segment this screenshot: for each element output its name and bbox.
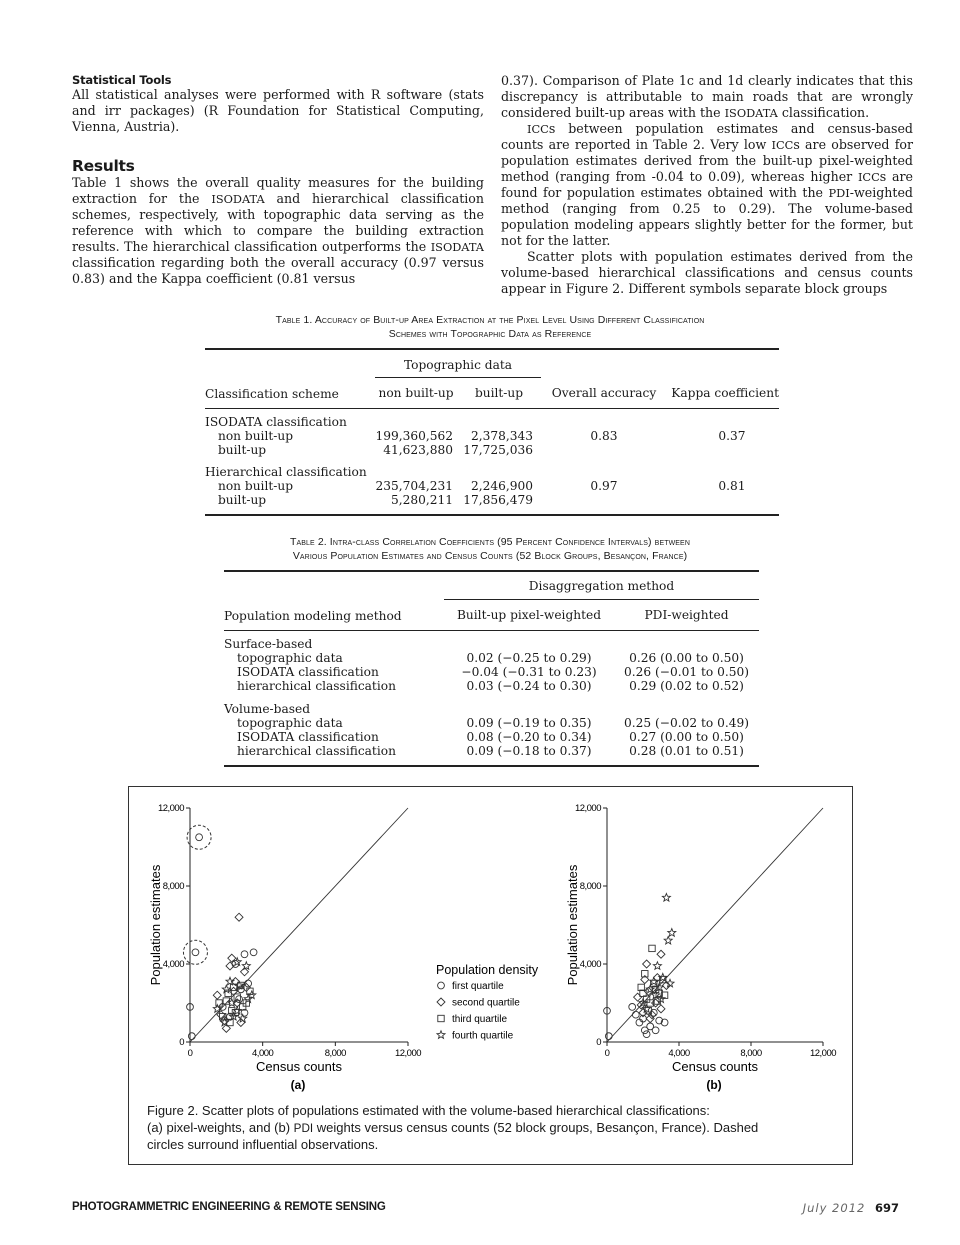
data-point-square — [649, 945, 655, 951]
legend-item-label: third quartile — [452, 1014, 508, 1025]
row-label: non built-up — [218, 478, 294, 493]
row-label: hierarchical classification — [237, 678, 396, 693]
y-tick-label: 4,000 — [162, 959, 184, 970]
row-label: topographic data — [237, 715, 343, 730]
table2-group-title: Surface-based — [224, 636, 313, 651]
data-point-circle — [192, 949, 199, 956]
legend-title: Population density — [436, 963, 539, 977]
data-point-star — [664, 936, 672, 944]
influential-observation-circle — [183, 940, 207, 964]
legend-marker-star — [437, 1031, 445, 1039]
footer-right — [803, 1201, 899, 1215]
table1-caption: Table 1. Accuracy of Built-up Area Extraction at the Pixel Level Using Different Classification Schemes with Topographic Data as Reference — [275, 314, 705, 340]
data-point-circle — [629, 1004, 636, 1011]
data-point-diamond — [235, 913, 243, 921]
cell-value: 0.09 (−0.18 to 0.37) — [466, 743, 592, 758]
data-point-circle — [241, 951, 248, 958]
results-heading: Results — [72, 157, 135, 175]
table1-header-scheme: Classification scheme — [205, 386, 339, 401]
data-point-circle — [196, 834, 203, 841]
y-tick-label: 4,000 — [579, 959, 601, 970]
scatter-panel-a — [148, 803, 421, 1092]
panel-label: (a) — [290, 1078, 306, 1092]
table2-caption: Table 2. Intra-class Correlation Coefficients (95 Percent Confidence Intervals) between Various Population Estimates and Census Counts (52 Block Groups, Besançon, France) — [290, 536, 690, 562]
data-point-star — [244, 995, 252, 1003]
data-point-diamond — [643, 960, 651, 968]
y-tick-label: 8,000 — [162, 881, 184, 892]
data-point-circle — [250, 949, 257, 956]
statistical-tools-paragraph: All statistical analyses were performed with R software (stats and irr packages) (R Foundation for Statistical Computing, Vienna, Austria). — [72, 87, 484, 134]
table2-header-builtup: Built-up pixel-weighted — [456, 607, 602, 622]
cell-value: 0.29 (0.02 to 0.52) — [629, 678, 744, 693]
table2-header-method: Population modeling method — [224, 608, 402, 623]
cell-value: 0.08 (−0.20 to 0.34) — [466, 729, 592, 744]
table1-header-nonbuiltup: non built-up — [378, 385, 454, 400]
table2-group-header: Disaggregation method — [444, 579, 759, 600]
x-tick-label: 0 — [604, 1048, 610, 1059]
legend — [436, 963, 539, 1042]
table1-header-kappa: Kappa coefficient — [671, 385, 779, 400]
page-number: 697 — [874, 1201, 899, 1215]
y-tick-label: 12,000 — [157, 803, 184, 814]
statistical-tools-heading: Statistical Tools — [72, 73, 172, 87]
cell-value: 0.02 (−0.25 to 0.29) — [466, 650, 592, 665]
journal-name: PHOTOGRAMMETRIC ENGINEERING & REMOTE SENSING — [72, 1201, 386, 1213]
data-point-circle — [605, 1033, 612, 1040]
legend-item-label: second quartile — [452, 997, 520, 1009]
cell-value: −0.04 (−0.31 to 0.23) — [461, 664, 597, 679]
legend-marker-square — [438, 1015, 444, 1021]
row-label: built-up — [218, 442, 267, 457]
cell-value: 17,725,036 — [463, 442, 533, 457]
x-tick-label: 8,000 — [324, 1048, 346, 1059]
row-label: non built-up — [218, 428, 294, 443]
data-point-circle — [188, 1033, 195, 1040]
data-point-diamond — [657, 950, 665, 958]
y-tick-label: 12,000 — [574, 803, 601, 814]
cell-value: 2,246,900 — [470, 478, 533, 493]
cell-value: 0.27 (0.00 to 0.50) — [629, 729, 744, 744]
cell-value: 5,280,211 — [390, 492, 453, 507]
x-tick-label: 4,000 — [252, 1048, 274, 1059]
cell-value: 0.26 (0.00 to 0.50) — [629, 650, 744, 665]
icc-paragraph: ICCs between population estimates and census-based counts are reported in Table 2. Very low ICCs are observed for population estimates derived from the built-up pixel-weighted method (ranging from -0.04 to 0.09), whereas higher ICCs are found for population estimates obtained with the PDI-weighted method (ranging from 0.25 to 0.29). The volume-based population modeling appears slightly better for the former, but not for the latter. — [501, 121, 913, 248]
cell-value: 0.25 (−0.02 to 0.49) — [624, 715, 749, 730]
figure2-caption: Figure 2. Scatter plots of populations estimated with the volume-based hierarchical classifications: (a) pixel-weights, and (b) PDI weights versus census counts (52 block groups, Besançon, France). Dashed circles surround influential observations. — [147, 1103, 759, 1152]
table2-header-pdi: PDI-weighted — [644, 607, 729, 622]
x-tick-label: 12,000 — [394, 1048, 422, 1059]
legend-marker-circle — [438, 982, 445, 989]
scatter-paragraph: Scatter plots with population estimates derived from the volume-based hierarchical classifications and census counts appear in Figure 2. Different symbols separate block groups — [501, 249, 913, 296]
data-point-star — [666, 979, 674, 987]
legend-item-label: first quartile — [452, 981, 504, 992]
cell-value: 0.03 (−0.24 to 0.30) — [466, 678, 592, 693]
cell-value: 199,360,562 — [375, 428, 453, 443]
panel-label: (b) — [706, 1078, 722, 1092]
x-axis-label: Census counts — [256, 1059, 342, 1074]
y-axis-label: Population estimates — [565, 864, 580, 986]
cell-overall-accuracy: 0.97 — [590, 478, 618, 493]
table1-group-header: Topographic data — [375, 358, 541, 378]
row-label: ISODATA classification — [237, 664, 379, 679]
cell-value: 0.09 (−0.19 to 0.35) — [466, 715, 592, 730]
cell-value: 2,378,343 — [470, 428, 533, 443]
table1-header-builtup: built-up — [474, 385, 524, 400]
issue-date: July 2012 — [802, 1201, 866, 1215]
cell-value: 41,623,880 — [383, 442, 453, 457]
cell-kappa: 0.37 — [718, 428, 746, 443]
table1-group-title: Hierarchical classification — [205, 464, 367, 479]
x-tick-label: 0 — [187, 1048, 193, 1059]
cell-value: 0.26 (−0.01 to 0.50) — [624, 664, 749, 679]
legend-marker-diamond — [437, 998, 445, 1006]
table1-group-title: ISODATA classification — [205, 414, 347, 429]
data-point-circle — [641, 1027, 648, 1034]
y-tick-label: 0 — [596, 1037, 601, 1048]
data-point-star — [222, 985, 230, 993]
cell-kappa: 0.81 — [718, 478, 746, 493]
data-point-star — [662, 894, 670, 902]
y-tick-label: 0 — [179, 1037, 184, 1048]
cell-value: 0.28 (0.01 to 0.51) — [629, 743, 744, 758]
legend-item-label: fourth quartile — [452, 1030, 514, 1042]
data-point-star — [668, 929, 676, 937]
data-point-circle — [652, 1027, 659, 1034]
data-point-diamond — [657, 1005, 665, 1013]
data-point-circle — [636, 1019, 643, 1026]
row-label: ISODATA classification — [237, 729, 379, 744]
table2-group-title: Volume-based — [224, 701, 310, 716]
influential-observation-circle — [187, 825, 211, 849]
data-point-star — [653, 962, 661, 970]
cell-value: 17,856,479 — [463, 492, 533, 507]
y-tick-label: 8,000 — [579, 881, 601, 892]
plate-comparison-paragraph: 0.37). Comparison of Plate 1c and 1d clearly indicates that this discrepancy is attributable to main roads that are wrongly considered built-up areas with the ISODATA classification. — [501, 73, 913, 120]
data-point-circle — [643, 1031, 650, 1038]
cell-value: 235,704,231 — [375, 478, 453, 493]
data-point-diamond — [634, 993, 642, 1001]
row-label: topographic data — [237, 650, 343, 665]
cell-overall-accuracy: 0.83 — [590, 428, 618, 443]
table1-header-overall-accuracy: Overall accuracy — [551, 385, 657, 400]
reference-line — [190, 808, 408, 1042]
scatter-panel-b — [565, 803, 836, 1092]
x-axis-label: Census counts — [672, 1059, 758, 1074]
x-tick-label: 12,000 — [809, 1048, 837, 1059]
y-axis-label: Population estimates — [148, 864, 163, 986]
results-paragraph: Table 1 shows the overall quality measures for the building extraction for the ISODATA and hierarchical classification schemes, respectively, with topographic data serving as the reference with which to compare the building extraction results. The hierarchical classification outperforms the ISODATA classification regarding both the overall accuracy (0.97 versus 0.83) and the Kappa coefficient (0.81 versus — [72, 175, 484, 286]
x-tick-label: 4,000 — [668, 1048, 690, 1059]
x-tick-label: 8,000 — [740, 1048, 762, 1059]
row-label: built-up — [218, 492, 267, 507]
row-label: hierarchical classification — [237, 743, 396, 758]
data-point-circle — [632, 1011, 639, 1018]
data-point-diamond — [213, 991, 221, 999]
